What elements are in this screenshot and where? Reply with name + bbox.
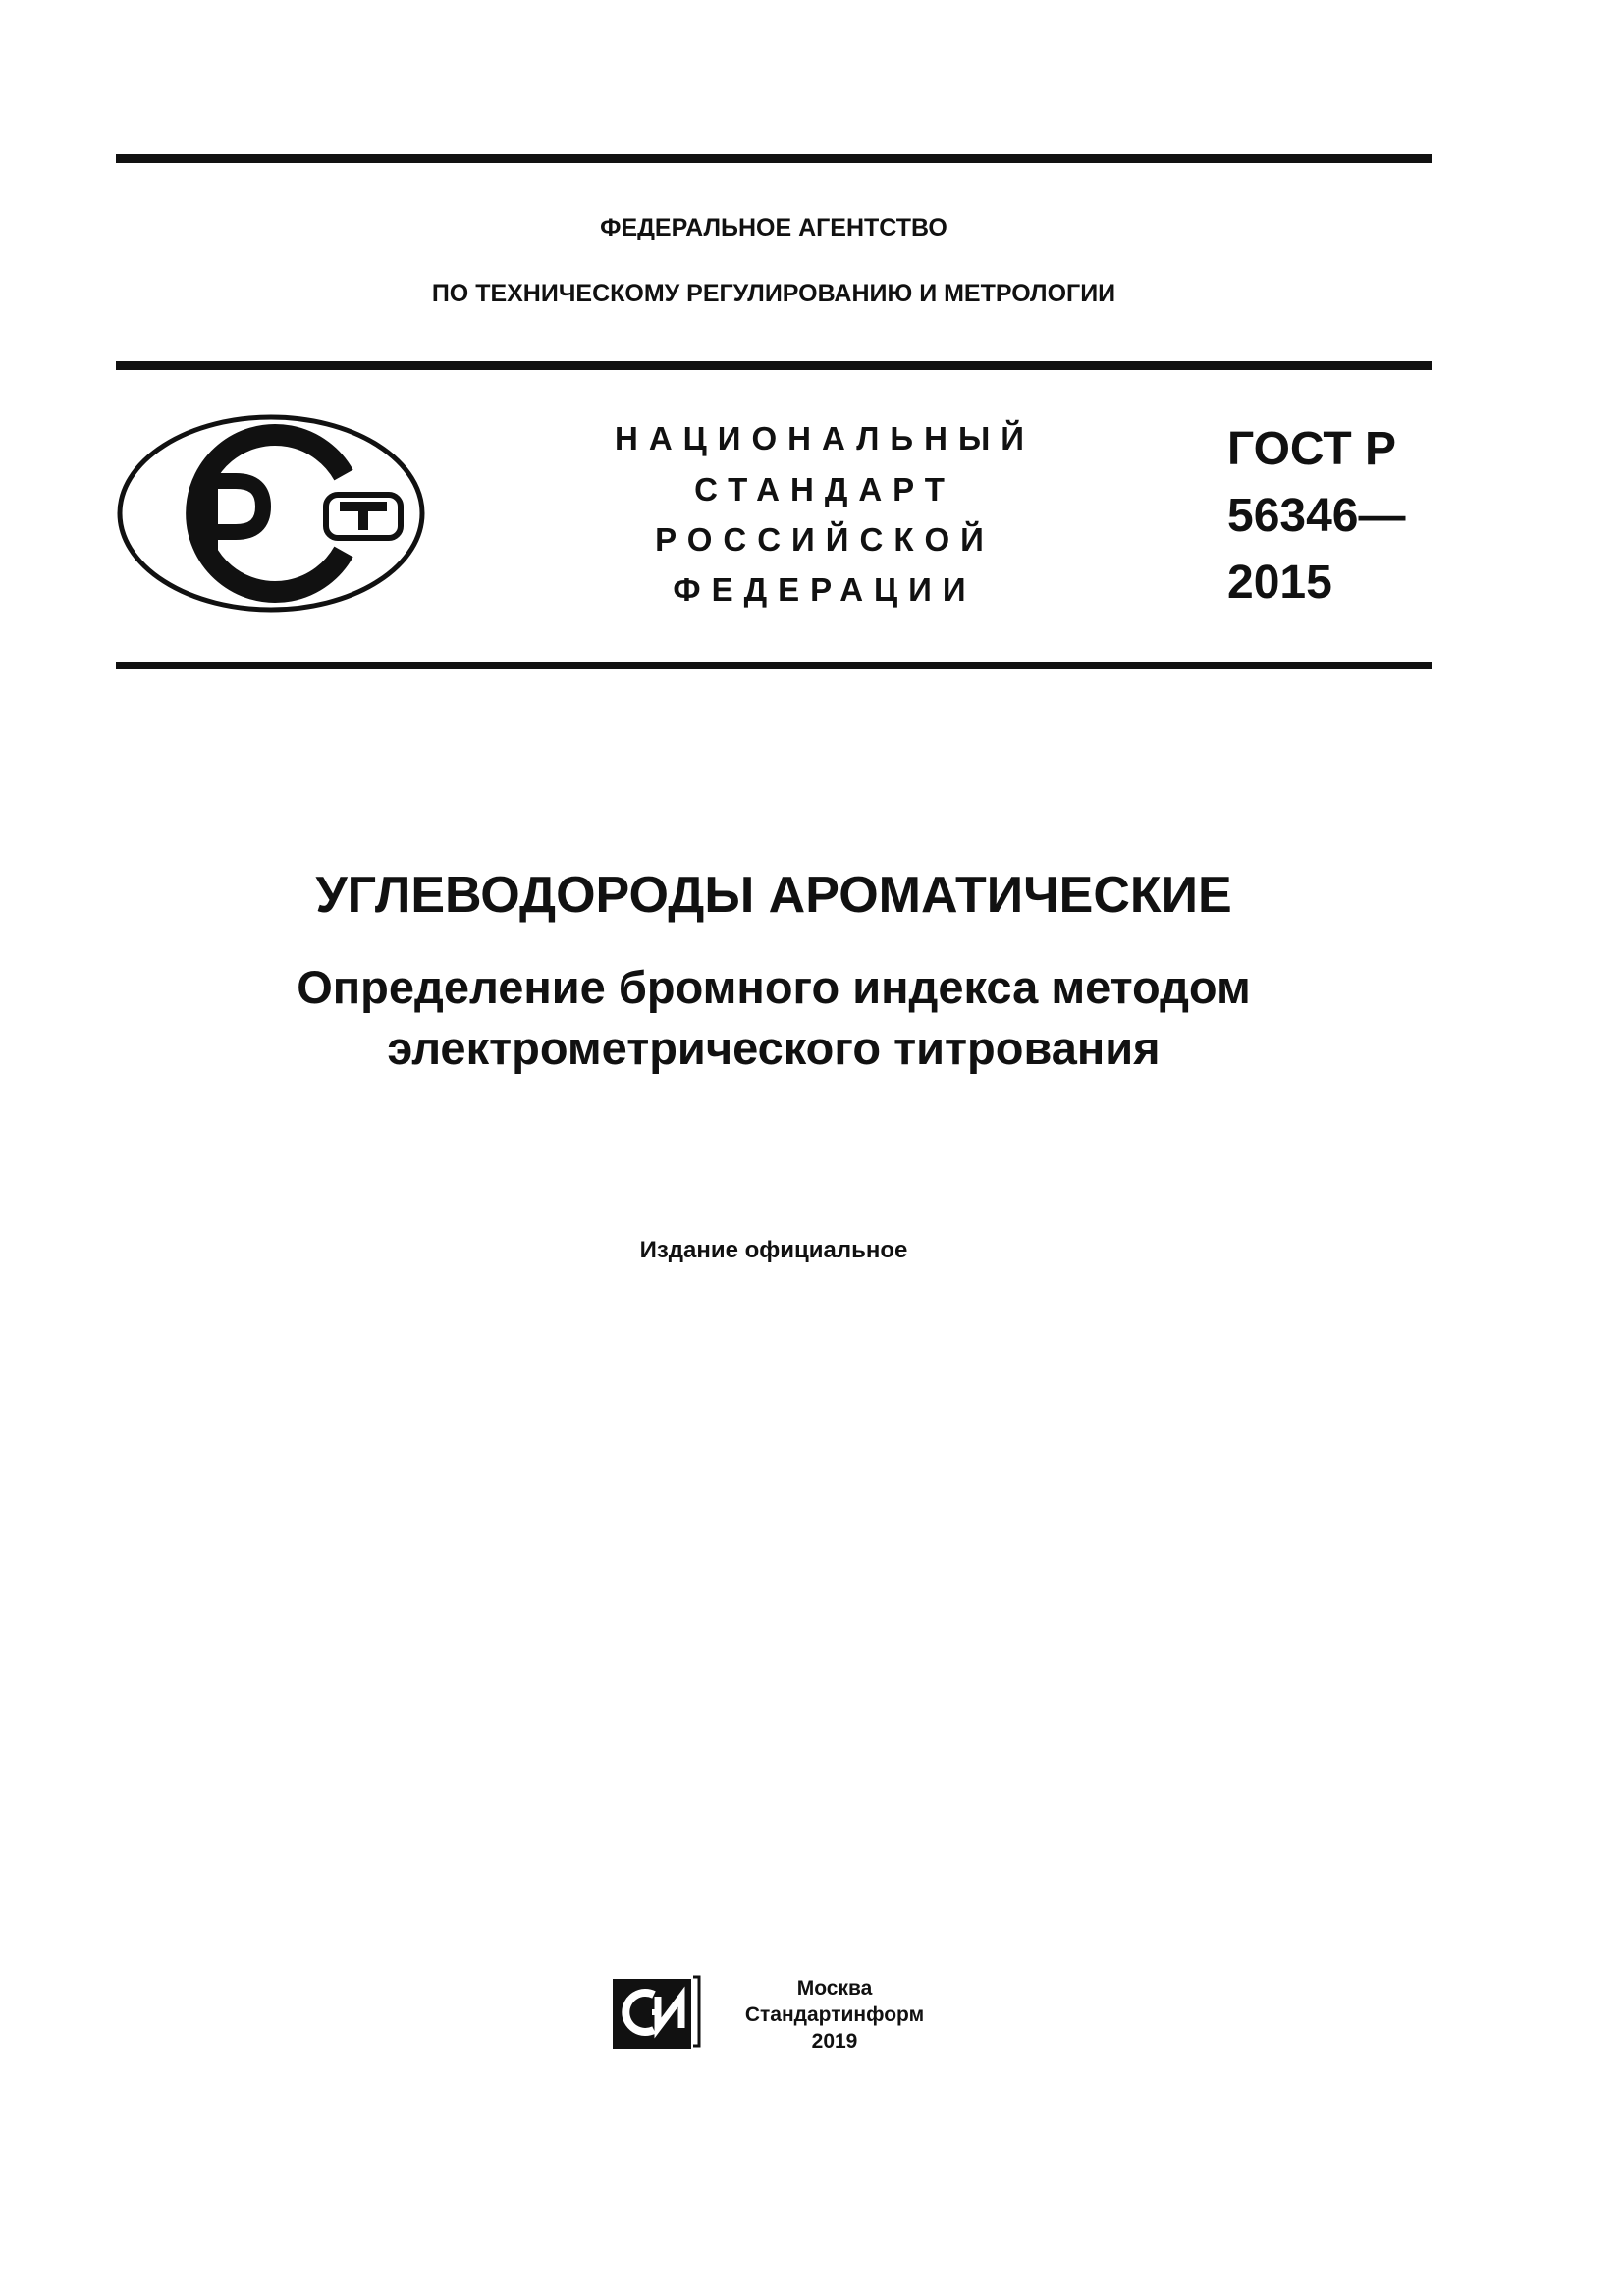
top-rule: [116, 154, 1432, 163]
gost-label: ГОСТ Р: [1227, 423, 1397, 475]
gost-number: 56346—: [1227, 490, 1406, 542]
agency-name-line2: ПО ТЕХНИЧЕСКОМУ РЕГУЛИРОВАНИЮ И МЕТРОЛОГИИ: [431, 280, 1116, 307]
publisher-name: Стандартинформ: [744, 2003, 925, 2026]
document-subtitle-line1: Определение бромного индекса методом: [297, 961, 1251, 1013]
publisher-city: Москва: [796, 1977, 873, 2000]
gost-year: 2015: [1227, 557, 1332, 609]
rst-mark-icon: [116, 412, 426, 614]
standard-type-line: СТАНДАРТ: [694, 471, 955, 507]
document-subtitle-line2: электрометрического титрования: [387, 1022, 1161, 1074]
publisher-year: 2019: [811, 2030, 858, 2053]
standard-rule: [116, 662, 1432, 669]
document-title: УГЛЕВОДОРОДЫ АРОМАТИЧЕСКИЕ: [315, 867, 1232, 924]
standartinform-logo-icon: [609, 1973, 703, 2052]
agency-name-line1: ФЕДЕРАЛЬНОЕ АГЕНТСТВО: [600, 214, 947, 241]
header-rule: [116, 361, 1432, 370]
standard-type-line: РОССИЙСКОЙ: [655, 521, 995, 558]
standard-type-line: ФЕДЕРАЦИИ: [673, 571, 977, 608]
standard-type-line: НАЦИОНАЛЬНЫЙ: [615, 420, 1035, 456]
edition-note: Издание официальное: [639, 1237, 908, 1263]
